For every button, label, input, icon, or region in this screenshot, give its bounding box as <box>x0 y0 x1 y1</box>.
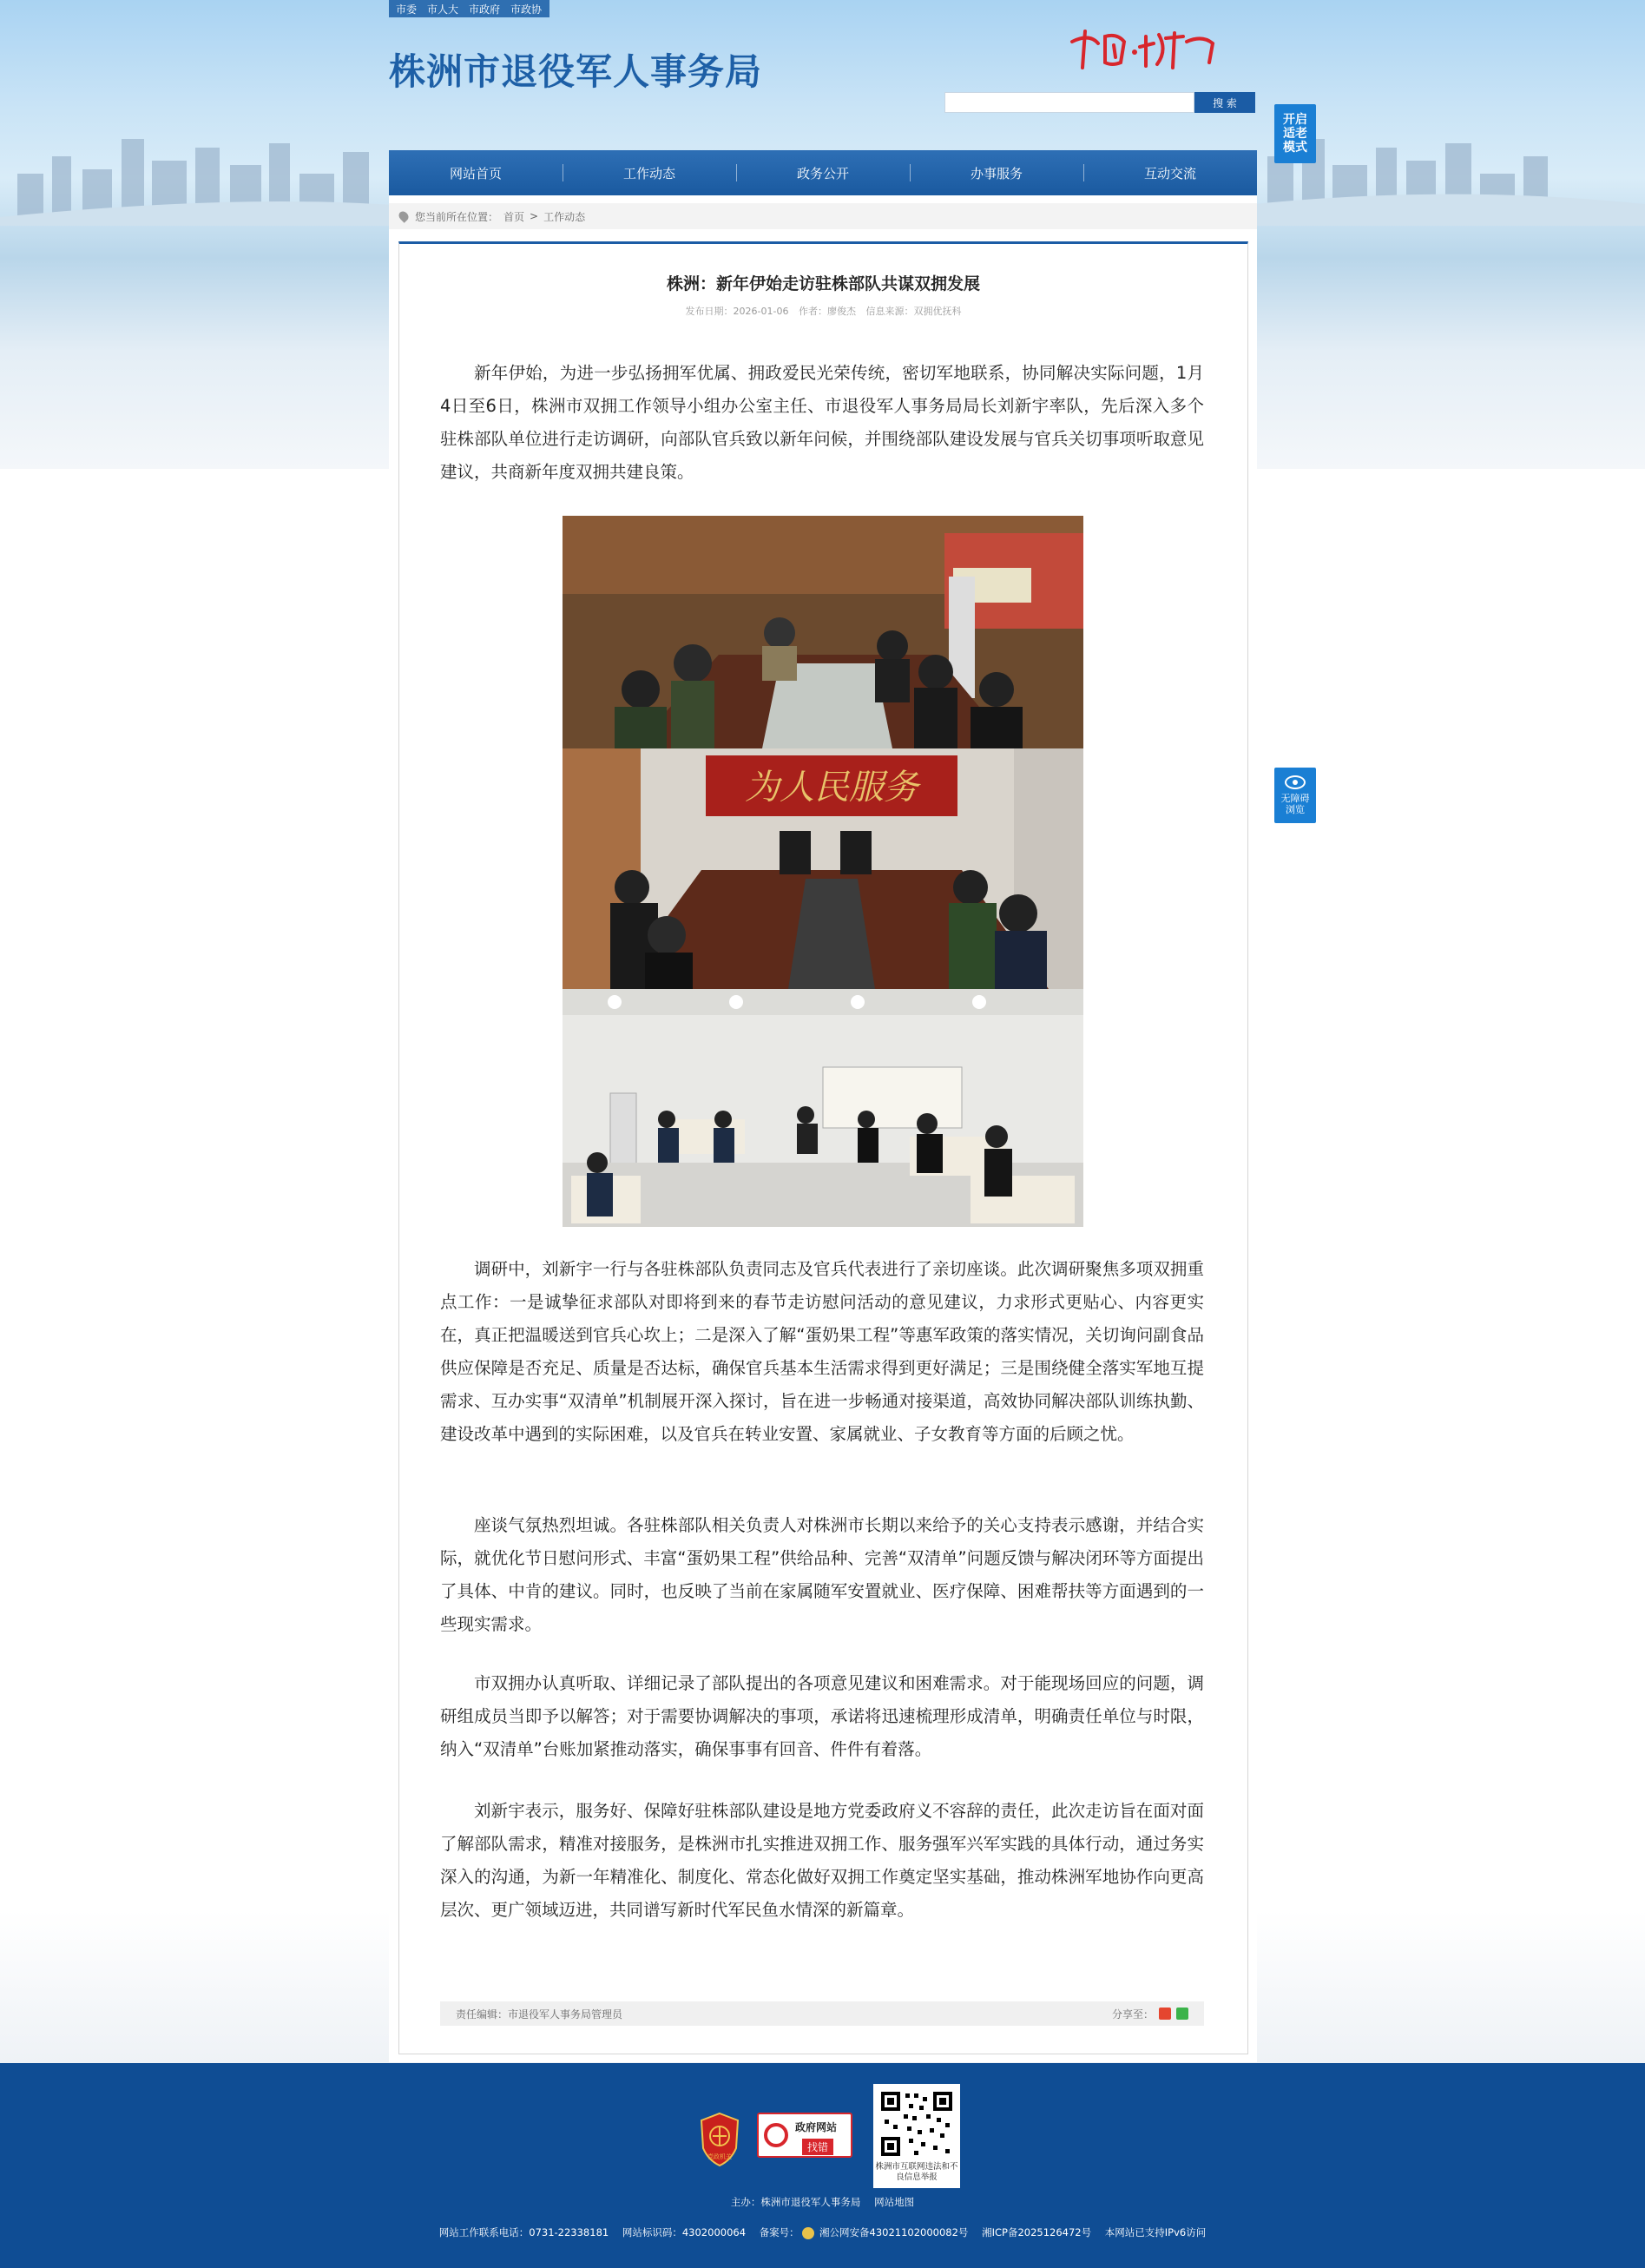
main-navigation <box>389 150 1257 195</box>
nav-gov-affairs[interactable]: 政务公开 <box>736 150 910 195</box>
article-photo-meeting-3 <box>563 989 1083 1227</box>
gov-badge-bottom: 找错 <box>802 2139 833 2155</box>
article-author: 作者：廖俊杰 <box>798 306 856 317</box>
footer-contact: 网站工作联系电话：0731-22338181 <box>438 2226 609 2238</box>
footer-host: 主办：株洲市退役军人事务局 <box>730 2196 861 2208</box>
article-paragraph-5: 刘新宇表示，服务好、保障好驻株部队建设是地方党委政府义不容辞的责任，此次走访旨在面对面了解部队需求，精准对接服务，是株洲市扎实推进双拥工作、服务强军兴军实践的具体行动，通过务实深入的沟通，为新一年精准化、制度化、常态化做好双拥工作奠定坚实基础，推动株洲军地协作向更高层次、更广领域迈进，共同谱写新时代军民鱼水情深的新篇章。 <box>440 1801 1204 1920</box>
nav-home[interactable]: 网站首页 <box>449 165 502 181</box>
article-paragraph-2: 调研中，刘新宇一行与各驻株部队负责同志及官兵代表进行了亲切座谈。此次调研聚焦多项双拥重点工作：一是诚挚征求部队对即将到来的春节走访慰问活动的意见建议，力求形式更贴心、内容更实在，真正把温暖送到官兵心坎上；二是深入了解“蛋奶果工程”等惠军政策的落实情况，关切询问副食品供应保障是否充足、质量是否达标，确保官兵基本生活需求得到更好满足；三是围绕健全落实军地互提需求、互办实事“双清单”机制展开深入探讨，旨在进一步畅通对接渠道，高效协同解决部队训练执勤、建设改革中遇到的实际困难，以及官兵在转业安置、家属就业、子女教育等方面的后顾之忧。 <box>440 1259 1204 1444</box>
article-footer-bar <box>440 2001 1204 2026</box>
article-paragraph-1: 新年伊始，为进一步弘扬拥军优属、拥政爱民光荣传统，密切军地联系，协同解决实际问题，1月4日至6日，株洲市双拥工作领导小组办公室主任、市退役军人事务局局长刘新宇率队，先后深入多个驻株部队单位进行走访调研，向部队官兵致以新年问候，并围绕部队建设发展与官兵关切事项听取意见建议，共商新年度双拥共建良策。 <box>440 363 1204 482</box>
gov-website-error-badge[interactable] <box>757 2113 852 2158</box>
breadcrumb-prefix: 您当前所在位置： <box>415 210 499 223</box>
police-badge-icon <box>802 2227 814 2239</box>
banner-slogan: 为人民服务 <box>745 768 918 808</box>
footer-icp[interactable]: 湘ICP备2025126472号 <box>982 2226 1092 2238</box>
footer-sitemap-link[interactable]: 网站地图 <box>874 2196 915 2208</box>
qr-code-image <box>878 2088 956 2159</box>
top-link-cppcc[interactable]: 市政协 <box>510 3 543 16</box>
party-gov-badge[interactable] <box>698 2112 741 2167</box>
share-group <box>1112 2007 1188 2021</box>
qr-caption: 株洲市互联网违法和不良信息举报 <box>875 2162 958 2182</box>
wechat-share-icon[interactable] <box>1176 2008 1188 2020</box>
footer-info-line <box>0 2225 1645 2239</box>
top-link-congress[interactable]: 市人大 <box>427 3 459 16</box>
magnifier-icon <box>764 2123 788 2147</box>
breadcrumb-current[interactable]: 工作动态 <box>543 210 586 223</box>
weibo-share-icon[interactable] <box>1159 2008 1171 2020</box>
footer-police-record[interactable]: 湘公网安备43021102000082号 <box>819 2226 969 2238</box>
eye-icon <box>1285 775 1306 789</box>
top-link-government[interactable]: 市政府 <box>469 3 501 16</box>
article-date: 发布日期：2026-01-06 <box>685 306 789 317</box>
nav-interaction[interactable]: 互动交流 <box>1083 150 1257 195</box>
top-links-bar <box>389 0 549 17</box>
location-pin-icon <box>397 209 411 223</box>
article-title: 株洲：新年伊始走访驻株部队共谋双拥发展 <box>666 274 980 293</box>
article-paragraph-3: 座谈气氛热烈坦诚。各驻株部队相关负责人对株洲市长期以来给予的关心支持表示感谢，并结合实际，就优化节日慰问形式、丰富“蛋奶果工程”供给品种、完善“双清单”问题反馈与解决闭环等方面提出了具体、中肯的建议。同时，也反映了当前在家属随军安置就业、医疗保障、困难帮扶等方面遇到的一些现实需求。 <box>440 1515 1204 1634</box>
breadcrumb-separator: > <box>530 210 539 222</box>
nav-work-news[interactable]: 工作动态 <box>563 150 736 195</box>
elder-mode-toggle[interactable]: 开启适老模式 <box>1274 104 1316 163</box>
brand-calligraphy-logo <box>1063 24 1220 76</box>
accessibility-label: 无障碍浏览 <box>1280 793 1310 815</box>
article-meta <box>398 304 1248 318</box>
article-photo-meeting-2 <box>563 748 1083 989</box>
footer-record-label: 备案号： <box>759 2226 799 2238</box>
breadcrumb-home-link[interactable]: 首页 <box>503 210 525 223</box>
footer-ipv6: 本网站已支持IPv6访问 <box>1104 2226 1207 2238</box>
article-source: 信息来源：双拥优抚科 <box>865 306 962 317</box>
search-input[interactable] <box>944 92 1194 113</box>
accessibility-button[interactable] <box>1274 768 1316 823</box>
party-badge-label: 党政机关 <box>707 2153 732 2160</box>
breadcrumb <box>389 203 1257 229</box>
top-link-party[interactable]: 市委 <box>396 3 418 16</box>
article-paragraph-4: 市双拥办认真听取、详细记录了部队提出的各项意见建议和困难需求。对于能现场回应的问题，调研组成员当即予以解答；对于需要协调解决的事项，承诺将迅速梳理形成清单，明确责任单位与时限，纳入“双清单”台账加紧推动落实，确保事事有回音、件件有着落。 <box>440 1673 1204 1759</box>
footer-site-code: 网站标识码：4302000064 <box>622 2226 747 2238</box>
footer-host-line <box>0 2195 1645 2209</box>
share-label: 分享至： <box>1111 2008 1154 2021</box>
site-title: 株洲市退役军人事务局 <box>389 50 763 93</box>
search-button[interactable]: 搜 索 <box>1194 92 1255 113</box>
gov-badge-top: 政府网站 <box>795 2121 838 2133</box>
responsible-editor: 责任编辑：市退役军人事务局管理员 <box>456 2008 623 2021</box>
article-photo-meeting-1 <box>563 516 1083 748</box>
nav-services[interactable]: 办事服务 <box>910 150 1083 195</box>
